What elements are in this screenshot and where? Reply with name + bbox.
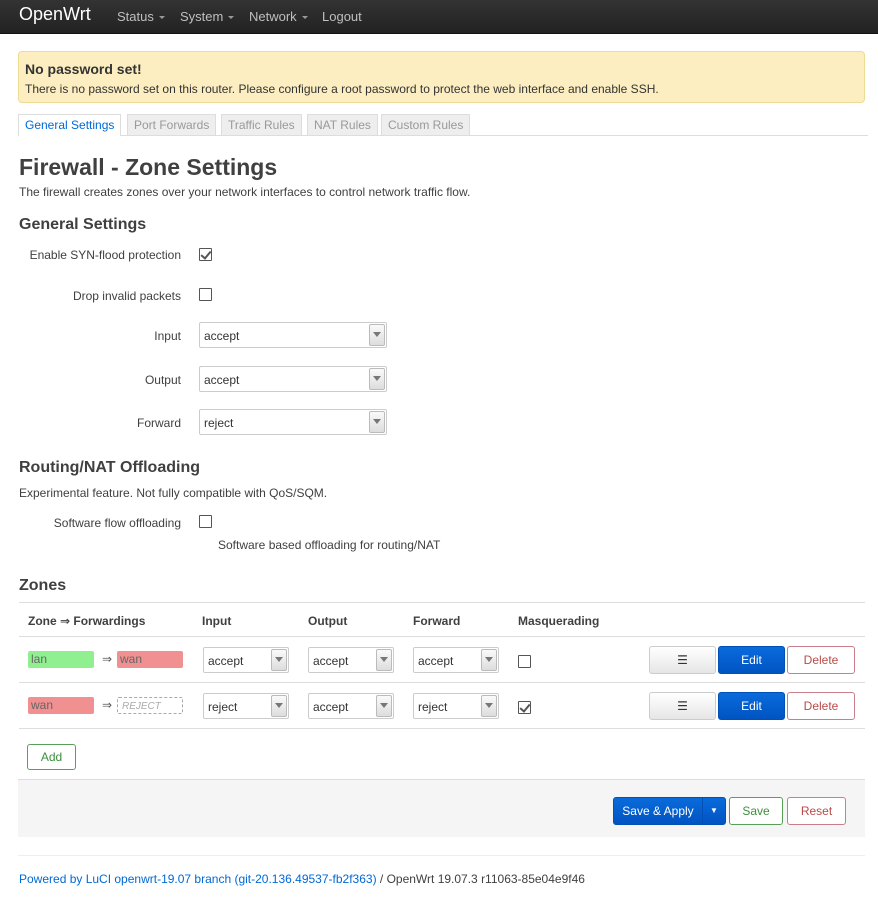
zone-output-value: accept [313,700,349,714]
chevron-down-icon [271,695,287,717]
zone-forward-select[interactable] [413,693,499,719]
sw-offload-hint: Software based offloading for routing/NAT [218,538,441,552]
zone-row-wan [19,683,865,729]
chevron-down-icon [369,411,385,433]
col-zone-forwardings: Zone ⇒ Forwardings [28,614,146,628]
reset-button[interactable]: Reset [787,797,846,825]
tab-nat-rules[interactable]: NAT Rules [307,114,378,135]
zone-input-select[interactable] [203,693,289,719]
zone-forward-value: accept [418,654,454,668]
nav-network-label: Network [249,9,297,24]
add-zone-button[interactable]: Add [27,744,76,770]
zone-forward-value: reject [418,700,448,714]
drop-invalid-checkbox[interactable] [199,288,212,301]
tab-traffic-rules[interactable]: Traffic Rules [221,114,302,135]
zone-badge-reject: REJECT [117,697,183,714]
alert-title: No password set! [25,61,142,77]
zones-table-header [19,602,865,637]
col-forward: Forward [413,614,461,628]
tab-port-forwards[interactable]: Port Forwards [127,114,216,135]
zone-input-value: reject [208,700,238,714]
col-input: Input [202,614,232,628]
nav-network[interactable] [249,9,308,24]
chevron-down-icon [369,324,385,346]
zone-forward-select[interactable] [413,647,499,673]
tab-general-settings[interactable]: General Settings [18,114,121,136]
chevron-down-icon [228,16,234,19]
no-password-alert [18,51,865,103]
zone-badge-lan: lan [28,651,94,668]
alert-text: There is no password set on this router. Please configure a root password to protect the web interface and enable SSH. [25,82,659,96]
drop-invalid-label: Drop invalid packets [72,289,181,303]
offloading-heading: Routing/NAT Offloading [19,459,200,476]
col-output: Output [308,614,348,628]
forward-policy-select[interactable] [199,409,387,435]
caret-down-icon: ▼ [710,806,718,815]
drag-handle-button[interactable]: ☰ [649,692,716,720]
input-policy-value: accept [204,329,240,343]
zone-output-select[interactable] [308,647,394,673]
output-policy-select[interactable] [199,366,387,392]
firewall-tabs [18,114,868,136]
zone-output-select[interactable] [308,693,394,719]
general-settings-heading: General Settings [19,216,147,233]
chevron-down-icon [376,695,392,717]
delete-button[interactable]: Delete [787,646,855,674]
page-title: Firewall - Zone Settings [19,154,278,180]
sw-offload-checkbox[interactable] [199,515,212,528]
output-policy-label: Output [144,373,181,387]
save-button[interactable]: Save [729,797,783,825]
zone-row-lan [19,637,865,683]
zone-badge-wan: wan [28,697,94,714]
input-policy-select[interactable] [199,322,387,348]
tab-custom-rules[interactable]: Custom Rules [381,114,470,135]
zone-badge-wan: wan [117,651,183,668]
zone-output-value: accept [313,654,349,668]
chevron-down-icon [376,649,392,671]
nav-system-label: System [180,9,224,24]
zone-input-value: accept [208,654,244,668]
input-policy-label: Input [154,329,181,343]
syn-flood-label: Enable SYN-flood protection [29,248,181,262]
edit-button[interactable]: Edit [718,646,785,674]
chevron-down-icon [159,16,165,19]
forward-arrow-icon: ⇒ [102,652,113,666]
chevron-down-icon [481,695,497,717]
zones-heading: Zones [19,577,67,594]
form-actions [18,779,865,837]
page-description: The firewall creates zones over your network interfaces to control network traffic flow. [19,185,471,199]
forward-policy-label: Forward [136,416,181,430]
col-masquerading: Masquerading [518,614,600,628]
forward-policy-value: reject [204,416,234,430]
nav-status[interactable] [117,9,165,24]
drag-handle-button[interactable]: ☰ [649,646,716,674]
masquerading-checkbox[interactable] [518,655,531,668]
chevron-down-icon [271,649,287,671]
brand-logo[interactable]: OpenWrt [19,4,91,24]
sw-offload-label: Software flow offloading [53,516,181,530]
top-navbar [0,0,878,34]
save-apply-dropdown[interactable] [702,797,726,825]
edit-button[interactable]: Edit [718,692,785,720]
footer-divider [18,855,865,856]
nav-status-label: Status [117,9,154,24]
output-policy-value: accept [204,373,240,387]
syn-flood-checkbox[interactable] [199,248,212,261]
chevron-down-icon [481,649,497,671]
offloading-description: Experimental feature. Not fully compatible with QoS/SQM. [19,486,328,500]
forward-arrow-icon: ⇒ [102,698,113,712]
masquerading-checkbox[interactable] [518,701,531,714]
footer [19,872,585,886]
zone-input-select[interactable] [203,647,289,673]
nav-system[interactable] [180,9,234,24]
chevron-down-icon [302,16,308,19]
save-apply-button[interactable]: Save & Apply [613,797,703,825]
luci-link[interactable]: Powered by LuCI openwrt-19.07 branch (git-20.136.49537-fb2f363) [19,872,377,886]
nav-logout[interactable]: Logout [322,9,362,24]
footer-version: / OpenWrt 19.07.3 r11063-85e04e9f46 [376,872,585,886]
delete-button[interactable]: Delete [787,692,855,720]
chevron-down-icon [369,368,385,390]
